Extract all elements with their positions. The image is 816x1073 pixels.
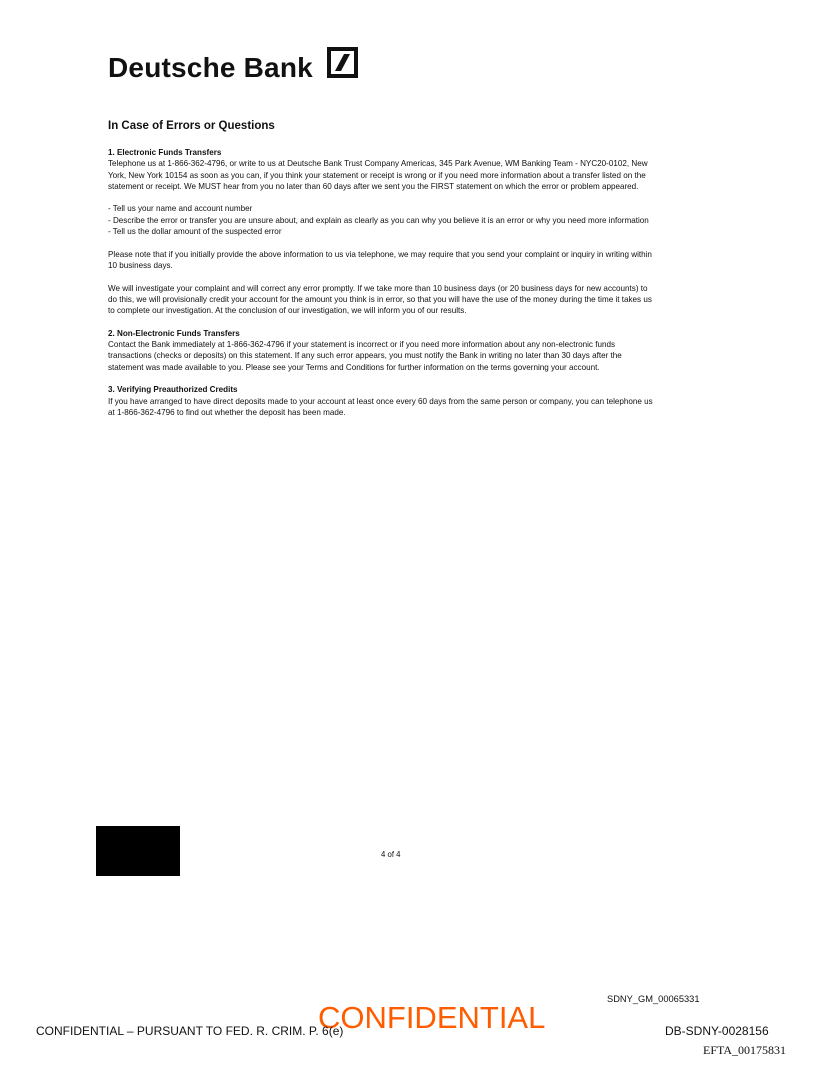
db-slash-icon — [327, 47, 358, 78]
section-electronic-paragraph-3: We will investigate your complaint and will correct any error promptly. If we take more than 10 business days (or 20 business days for new accounts) to do this, we will provisionally credit your account for the amount you think is in error, so that you will have the use of the money during the time it takes us to complete our investigation. At the conclusion of our investigation, we will inform you of our results. — [108, 283, 652, 316]
section-title-non-electronic: 2. Non-Electronic Funds Transfers — [108, 328, 240, 338]
section-preauthorized-paragraph: If you have arranged to have direct deposits made to your account at least once every 60 days from the same person or company, you can telephone us at 1-866-362-4796 to find out whether the deposit has been made. — [108, 396, 653, 417]
section-title-preauthorized: 3. Verifying Preauthorized Credits — [108, 385, 238, 395]
logo-text: Deutsche Bank — [108, 52, 313, 83]
section-title-electronic: 1. Electronic Funds Transfers — [108, 148, 222, 157]
confidential-watermark: CONFIDENTIAL — [318, 1000, 546, 1035]
db-bates-number: DB-SDNY-0028156 — [665, 1024, 769, 1038]
section-non-electronic-paragraph: Contact the Bank immediately at 1-866-362-4796 if your statement is incorrect or if you need more information about any non-electronic funds transactions (checks or deposits) on this statement. If any such error appears, you must notify the Bank in writing no later than 30 days after the statement was made available to you. Please see your Terms and Conditions for further information on the terms governing your account. — [108, 340, 622, 372]
section-electronic-paragraph-2: Please note that if you initially provide the above information to us via telephone, we may require that you send your complaint or inquiry in writing within 10 business days. — [108, 249, 652, 270]
sdny-bates-number: SDNY_GM_00065331 — [607, 994, 700, 1004]
bullet-name-account: - Tell us your name and account number — [108, 204, 253, 214]
document-body — [108, 147, 653, 418]
bullet-dollar-amount: - Tell us the dollar amount of the suspected error — [108, 227, 282, 237]
confidential-footer: CONFIDENTIAL – PURSUANT TO FED. R. CRIM. P. 6(e) — [36, 1024, 344, 1038]
bullet-describe-error: - Describe the error or transfer you are unsure about, and explain as clearly as you can why you believe it is an error or why you need more information — [108, 215, 649, 225]
efta-number: EFTA_00175831 — [703, 1043, 787, 1057]
page-heading: In Case of Errors or Questions — [108, 120, 275, 132]
redaction-box — [96, 826, 180, 876]
deutsche-bank-logo — [108, 52, 358, 84]
section-electronic-paragraph-1: Telephone us at 1-866-362-4796, or write to us at Deutsche Bank Trust Company Americas, 345 Park Avenue, WM Banking Team - NYC20-0102, New York, New York 10154 as soon as you can, if you think your statement or receipt is wrong or if you need more information about a transfer listed on the statement or receipt. We MUST hear from you no later than 60 days after we sent you the FIRST statement on which the error or problem appeared. — [108, 159, 648, 191]
page-number: 4 of 4 — [381, 850, 401, 859]
